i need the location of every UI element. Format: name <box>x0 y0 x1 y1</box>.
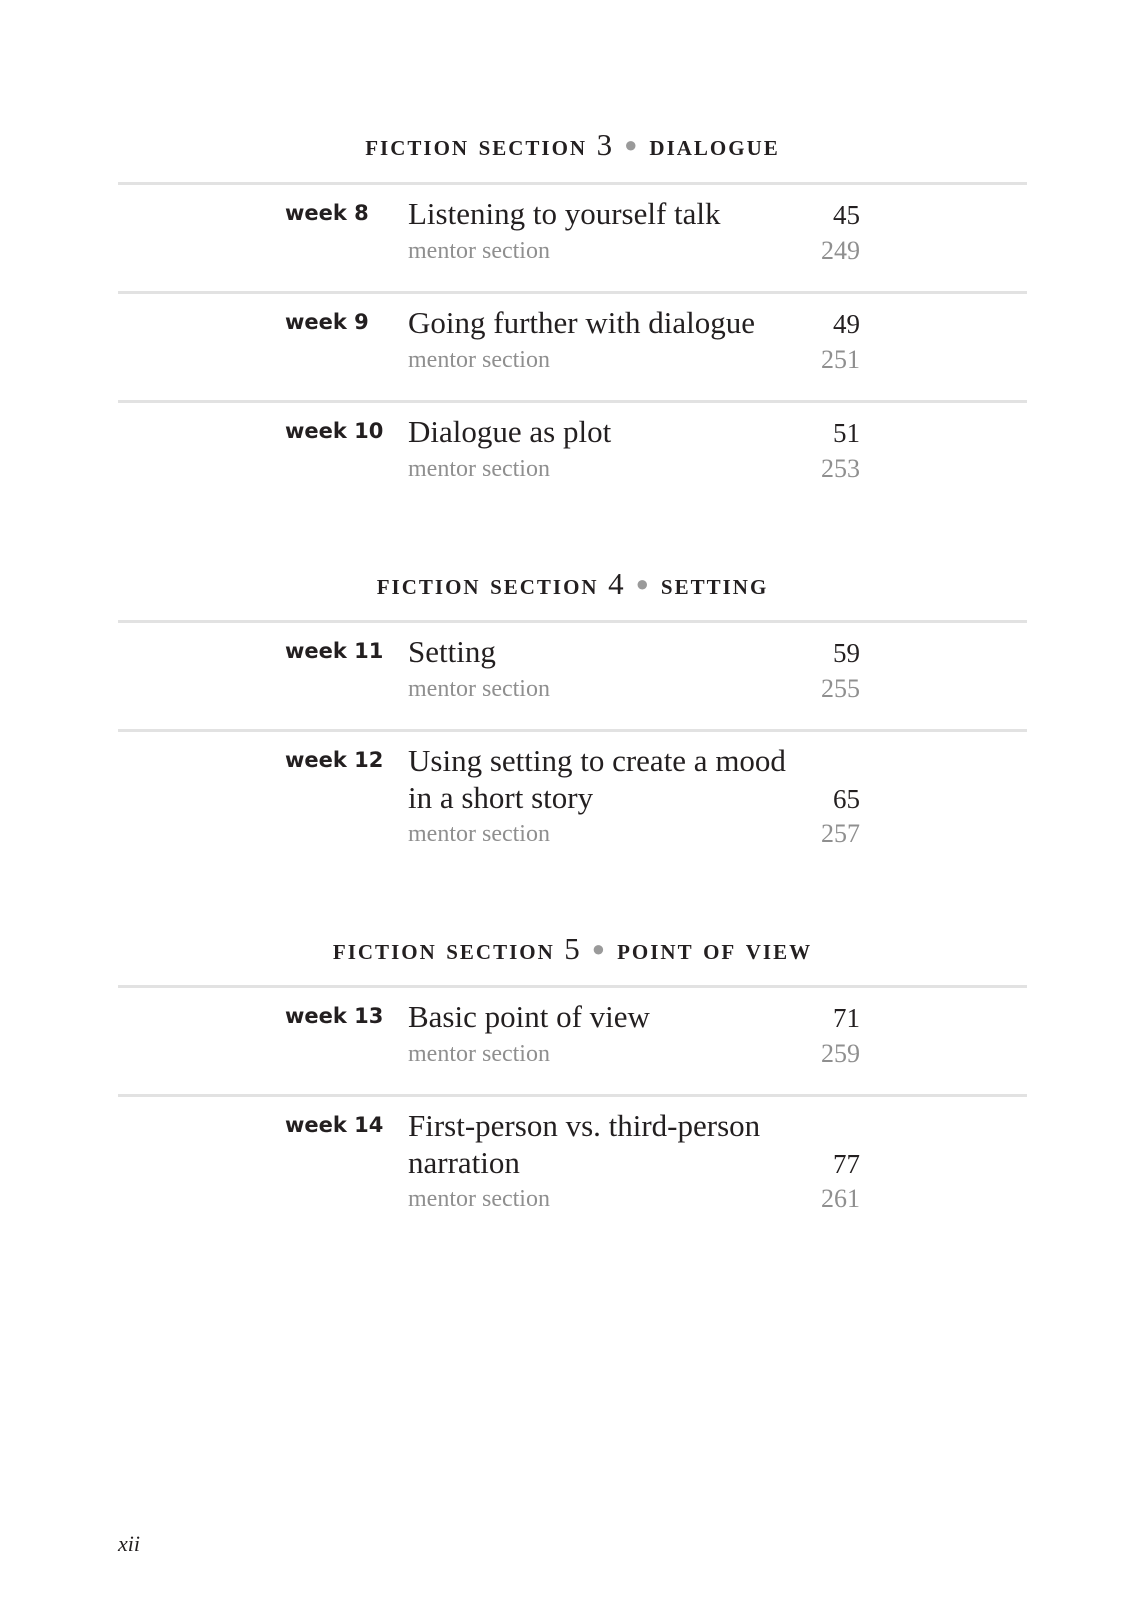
entry-title-continued: in a short story <box>408 780 594 815</box>
toc-entry <box>118 985 1027 1094</box>
mentor-page: 255 <box>821 674 860 703</box>
entry-title: Setting <box>408 634 496 669</box>
week-label: week 8 <box>285 201 369 225</box>
page-number: xii <box>118 1531 140 1556</box>
toc-entry <box>118 1094 1027 1237</box>
mentor-label: mentor section <box>408 821 550 847</box>
toc-section-5 <box>118 928 1027 1237</box>
section-prefix: fiction section <box>376 568 599 601</box>
mentor-page: 261 <box>821 1184 860 1213</box>
mentor-page: 249 <box>821 236 860 265</box>
toc-section-3 <box>118 124 1027 503</box>
entry-page: 51 <box>833 418 860 448</box>
toc-entry <box>118 620 1027 729</box>
week-label: week 9 <box>285 310 369 334</box>
mentor-label: mentor section <box>408 456 550 482</box>
section-heading <box>118 563 1027 605</box>
entry-page: 71 <box>833 1003 860 1033</box>
mentor-label: mentor section <box>408 1186 550 1212</box>
toc-entry <box>118 291 1027 400</box>
toc-entry <box>118 729 1027 872</box>
entry-title-continued: narration <box>408 1145 520 1180</box>
entry-page: 45 <box>833 200 860 230</box>
toc-section-4 <box>118 563 1027 872</box>
bullet-icon: ● <box>591 936 608 961</box>
section-name: dialogue <box>649 129 780 162</box>
mentor-label: mentor section <box>408 676 550 702</box>
mentor-page: 259 <box>821 1039 860 1068</box>
week-label: week 12 <box>285 748 384 772</box>
mentor-label: mentor section <box>408 1041 550 1067</box>
bullet-icon: ● <box>635 571 651 596</box>
mentor-label: mentor section <box>408 347 550 373</box>
entry-title: Dialogue as plot <box>408 414 612 449</box>
toc-entry <box>118 182 1027 291</box>
entry-page: 59 <box>833 638 860 668</box>
section-prefix: fiction section <box>365 129 588 162</box>
entry-page: 49 <box>833 309 860 339</box>
section-heading <box>118 928 1027 970</box>
mentor-page: 257 <box>821 819 860 848</box>
entry-title: Going further with dialogue <box>408 305 755 340</box>
toc-entry <box>118 400 1027 503</box>
bullet-icon: ● <box>624 132 640 157</box>
week-label: week 13 <box>285 1004 384 1028</box>
section-heading <box>118 124 1027 166</box>
entry-title: Using setting to create a mood <box>408 743 786 778</box>
week-label: week 14 <box>285 1113 384 1137</box>
mentor-page: 253 <box>821 454 860 483</box>
section-number: 4 <box>608 566 626 601</box>
section-prefix: fiction section <box>332 933 555 966</box>
entry-page: 77 <box>833 1149 860 1179</box>
section-number: 5 <box>564 931 582 966</box>
week-label: week 10 <box>285 419 384 443</box>
section-name: setting <box>660 568 769 601</box>
entry-page: 65 <box>833 784 860 814</box>
entry-title: First-person vs. third-person <box>408 1108 761 1143</box>
section-number: 3 <box>596 127 615 162</box>
section-name: point of view <box>617 933 813 966</box>
week-label: week 11 <box>285 639 384 663</box>
entry-title: Listening to yourself talk <box>408 196 721 231</box>
mentor-page: 251 <box>821 345 860 374</box>
mentor-label: mentor section <box>408 238 550 264</box>
entry-title: Basic point of view <box>408 999 650 1034</box>
